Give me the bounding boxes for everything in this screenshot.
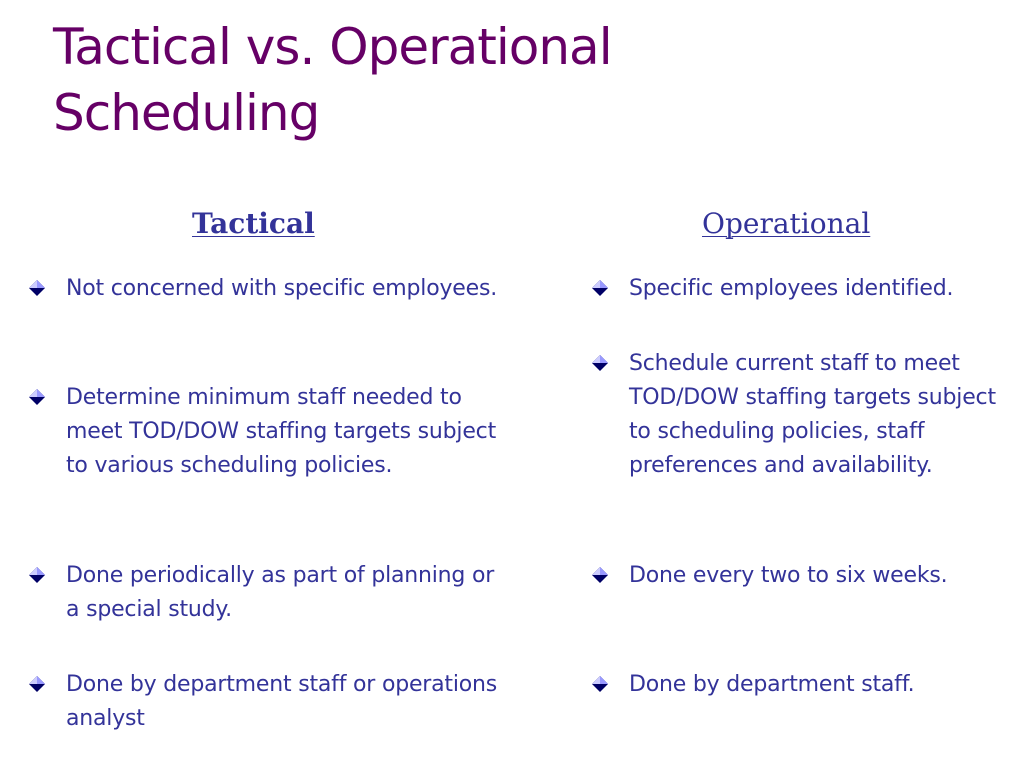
slide-title (53, 14, 993, 146)
operational-bullet-item (591, 347, 1019, 483)
operational-bullet-item (591, 668, 1019, 702)
tactical-bullet-text: Determine minimum staff needed to meet TOD/DOW staffing targets subject to various scheduling policies. (66, 385, 496, 478)
tactical-heading: Tactical (192, 207, 315, 240)
tactical-bullet-item (28, 668, 508, 736)
operational-bullet-text: Done by department staff. (629, 672, 915, 697)
diamond-bullet-icon (28, 675, 46, 693)
diamond-bullet-icon (591, 279, 609, 297)
operational-bullet-item (591, 272, 1019, 306)
operational-bullet-text: Schedule current staff to meet TOD/DOW staffing targets subject to scheduling policies, staff preferences and availability. (629, 351, 996, 478)
operational-heading: Operational (702, 207, 871, 240)
tactical-bullet-item (28, 381, 508, 483)
tactical-bullet-text: Not concerned with specific employees. (66, 276, 497, 301)
slide-title-line-2: Scheduling (53, 84, 320, 142)
diamond-bullet-icon (28, 279, 46, 297)
operational-bullet-text: Specific employees identified. (629, 276, 954, 301)
operational-bullet-item (591, 559, 1019, 593)
tactical-bullet-item (28, 272, 508, 306)
diamond-bullet-icon (28, 566, 46, 584)
diamond-bullet-icon (28, 388, 46, 406)
tactical-bullet-text: Done by department staff or operations analyst (66, 672, 498, 731)
tactical-bullet-text: Done periodically as part of planning or a special study. (66, 563, 495, 622)
diamond-bullet-icon (591, 354, 609, 372)
operational-bullet-text: Done every two to six weeks. (629, 563, 948, 588)
diamond-bullet-icon (591, 675, 609, 693)
tactical-bullet-item (28, 559, 508, 627)
diamond-bullet-icon (591, 566, 609, 584)
slide-title-line-1: Tactical vs. Operational (53, 18, 612, 76)
